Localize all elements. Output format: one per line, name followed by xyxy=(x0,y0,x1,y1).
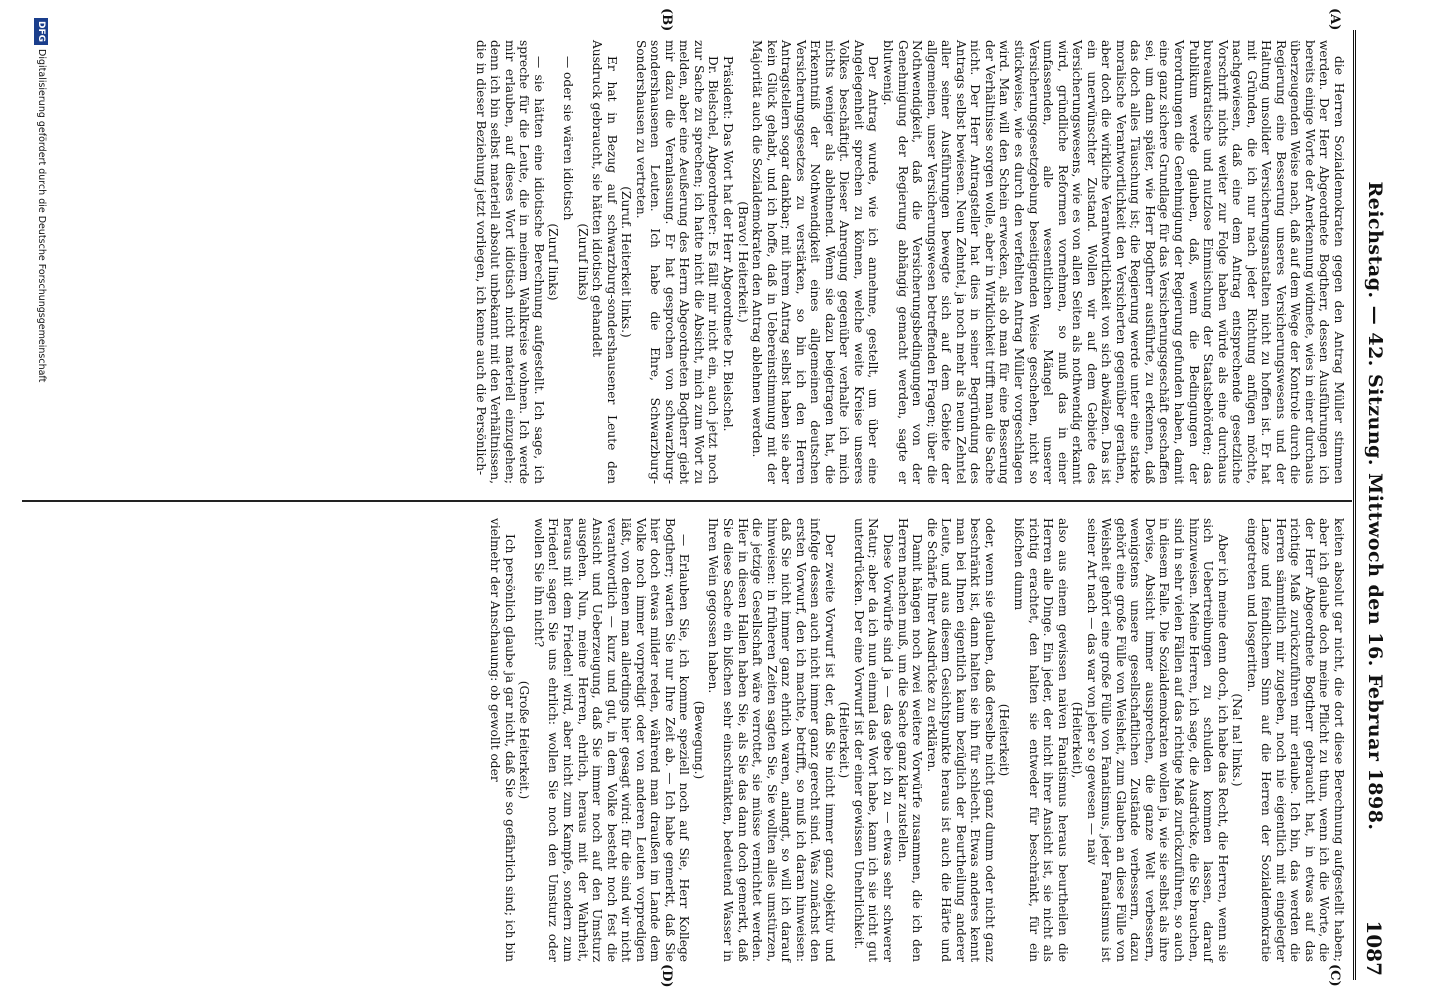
paragraph: Der Antrag wurde, wie ich annehme, gestellt, um über eine Angelegenheit sprechen zu können, welche weite Kreise unseres Volkes beschäftigt. Dieser Anregung gegenüber verhalte ich mich nichts weniger als ablehnend. Wenn sie dazu beigetragen hat, die Erkenntniß der Nothwendigkeit eines allgemeinen deutschen Versicherungsgesetzes zu verstärken, so bin ich den Herren Antragstellern sogar dankbar; mit ihrem Antrag selbst haben sie aber kein Glück gehabt, und ich hoffe, daß in Uebereinstimmung mit der Majorität auch die Sozialdemokraten den Antrag ablehnen werden. xyxy=(750,40,881,484)
paragraph: Damit hängen noch zwei weitere Vorwürfe zusammen, die ich den Herren machen muß, um die Sache ganz klar zustellen. xyxy=(895,518,925,962)
column-divider xyxy=(22,500,1352,502)
paragraph: die Herren Sozialdemokraten gegen den Antrag Müller stimmen werden. Der Herr Abgeordnete Bogtherr, dessen Ausführungen ich bereits einige Worte der Anerkennung widmete, wies in einer durchaus überzeugenden Weise nach, daß auf dem Wege der Kontrole durch die Regierung eine Besserung unseres Versicherungswesens und der Haltung unsolider Versicherungsanstalten nicht zu hoffen ist. Er hat mit Gründen, die ich nur nach jeder Richtung anfügen möchte, nachgewiesen, daß eine dem Antrag entsprechende gesetzliche Vorschrift nichts weiter zur Folge haben würde als eine durchaus bureaukratische und nutzlose Einmischung der Staatsbehörden; das Publikum werde glauben, daß, wenn die Bedingungen der Verordnungen die Genehmigung der Regierung gefunden haben, damit eine ganz sichere Grundlage für das Versicherungsgeschäft geschaffen sei, um dann später, wie Herr Bogtherr ausführte, zu erkennen, daß das doch alles Täuschung ist; die Regierung werde unter eine starke moralische Verantwortlichkeit den Versicherten gegenüber gerathen, aber doch die wirkliche Verantwortlichkeit von sich abwälzen. Das ist ein unerwünschter Zustand. Wollen wir auf dem Gebiete des Versicherungswesens, wie es von allen Seiten als nothwendig erkannt wird, gründliche Reformen vornehmen, so muß das in einer umfassenden, alle wesentlichen Mängel unserer Versicherungsgesetzgebung beseitigenden Weise geschehen, nicht so stückweise, wie es durch den verfehlten Antrag Müller vorgeschlagen wird. Man will den Schein erwecken, als ob man für eine Besserung der Verhältnisse sorgen wolle, aber in Wirklichkeit trifft man die Sache nicht. Der Herr Antragsteller hat dies in seiner Begründung des Antrags selbst bewiesen. Neun Zehntel, ja noch mehr als neun Zehntel aller seiner Ausführungen bewegte sich auf dem Gebiete der allgemeinen, unser Versicherungswesen betreffenden Fragen; über die Nothwendigkeit, daß die Versicherungsbedingungen von der Genehmigung der Regierung abhängig gemacht werden, sagte er blutwenig. xyxy=(881,40,1346,484)
interjection: (Na! na! links.) xyxy=(1230,693,1245,787)
paragraph: Der zweite Vorwurf ist der, daß Sie nicht immer ganz objektiv und infolge dessen auch nicht immer ganz gerecht sind. Was zunächst den ersten Vorwurf, den ich machte, betrifft, so muß ich daran hinweisen: daß Sie nicht immer ganz ehrlich waren, anlangt, so will ich darauf hinweisen: in früheren Zeiten sagten Sie, Sie wollten alles umstürzen, die jetzige Gesellschaft wäre verrottet, sie müsse vernichtet werden. Hier in diesen Hallen haben Sie, als Sie das dann doch gemerkt, daß Sie diese Sache ein bißchen sehr einschränkten, bedeutend Wasser in Ihren Wein gegossen haben. xyxy=(706,518,837,962)
interjection: (Zuruf links) xyxy=(575,223,590,301)
paragraph: Aber ich meine denn doch, ich habe das Recht, die Herren, wenn sie sich Uebertreibungen zu schulden kommen lassen, darauf hinzuweisen. Meine Herren, ich sage, die Ausdrücke, die Sie brauchen, sind in sehr vielen Fällen auf das richtige Maß zurückzuführen, so auch in diesem Falle. Die Sozialdemokraten wollen ja, wie sie selbst als ihre Devise, Absicht immer aussprechen, die ganze Welt verbessern, wenigstens unsere gesellschaftlichen Zustände verbessern, dazu gehört eine große Fülle von Weisheit, zum Glauben an diese Fülle von Weisheit gehört eine große Fülle von Fanatismus, jeder Fanatismus ist seiner Art nach — das war von jeher so gewesen — naiv xyxy=(1084,518,1230,962)
paragraph: — oder sie wären idiotisch xyxy=(561,56,576,221)
paragraph: — Erlauben Sie, ich komme speziell noch auf Sie, Herr Kollege Bogtherr; warten Sie nur Ihre Zeit ab. — Ich habe gemerkt, daß Sie hier doch etwas milder reden, während man draußen im Lande dem Volke noch immer vorpredigt oder von anderen Leuten vorpredigen läßt, von denen man allerdings hier gesagt wird: für die sind wir nicht verantwortlich — kurz und gut, in dem Volke besteht noch fest die Ansicht und Ueberzeugung, daß Sie immer noch auf den Umsturz ausgehen. Nun, meine Herren, ehrlich, heraus mit der Wahrheit, heraus mit dem Frieden! wird, aber nicht zum Kampfe, sondern zum Frieden! sagen Sie uns ehrlich: wollen Sie noch den Umsturz oder wollen Sie ihn nicht? xyxy=(531,518,692,962)
paragraph: Dr. Bielschel, Abgeordneter: Es fällt mir nicht ein, auch jetzt noch zur Sache zu sprechen; ich hatte nicht die Absicht, mich zum Wort zu melden, aber eine Aeußerung des Herrn Abgeordneten Bogtherr giebt mir dazu die Veranlassung. Er hat gesprochen von schwarzburg-sondershausenen Leuten. Ich habe die Ehre, Schwarzburg-Sondershausen zu vertreten. xyxy=(633,40,721,484)
paragraph: Er hat in Bezug auf schwarzburg-sondershausener Leute den Ausdruck gebraucht, sie hätten idiotisch gehandelt xyxy=(590,40,619,484)
paragraph: Präsident: Das Wort hat der Herr Abgeordnete Dr. Bielschel. xyxy=(721,56,736,432)
margin-label-a: (A) xyxy=(1327,8,1342,31)
right-column xyxy=(488,518,1346,962)
margin-label-b: (B) xyxy=(659,8,674,32)
margin-label-c: (C) xyxy=(1327,964,1342,987)
interjection: (Bravo! Heiterkeit.) xyxy=(735,201,750,323)
interjection: (Große Heiterkeit.) xyxy=(517,680,532,800)
paragraph: Ich persönlich glaube ja gar nicht, daß Sie so gefährlich sind; ich bin vielmehr der Anschauung: ob gewollt oder xyxy=(488,518,517,962)
interjection: (Heiterkeit) xyxy=(997,703,1012,777)
left-column xyxy=(473,40,1346,484)
interjection: (Zuruf. Heiterkeit links.) xyxy=(619,186,634,338)
page-header xyxy=(1358,36,1386,976)
page-number: 1087 xyxy=(1362,920,1386,976)
paragraph: keiten absolut gar nicht, die dort diese Berechnung aufgestellt haben; aber ich glaube doch meine Pflicht zu thun, wenn ich die Worte, die der Herr Abgeordnete Bogtherr gebraucht hat, in etwas auf das richtige Maß zurückzuführen mir erlaube. Ich bin, das werden die Herren sämmtlich mir zugeben, noch nie eigentlich mit eingelegter Lanze und feindlichem Sinn auf die Herren der Sozialdemokratie eingetreten und losgeritten. xyxy=(1244,518,1346,962)
digitization-credit xyxy=(34,18,48,398)
paragraph: also aus einem gewissen naiven Fanatismus heraus beurtheilen die Herren alle Dinge. Ein jeder, der nicht ihrer Ansicht ist, sie nicht als richtig erachtet, den halten sie entweder für beschränkt, für ein bißchen dumm xyxy=(1011,518,1070,962)
dfg-logo: DFG xyxy=(34,18,48,45)
header-rule xyxy=(1353,30,1356,980)
interjection: (Heiterkeit), xyxy=(1070,701,1085,779)
paragraph: Diese Vorwürfe sind ja — das gebe ich zu — etwas sehr schwerer Natur; aber da ich nun einmal das Wort habe, kann ich sie nicht gut unterdrücken. Der eine Vorwurf ist der einer gewissen Unehrlichkeit. xyxy=(851,518,896,962)
credit-text: Digitalisierung gefördert durch die Deutsche Forschungsgemeinschaft xyxy=(36,49,47,383)
interjection: (Heiterkeit.) xyxy=(837,701,852,779)
page-title: Reichstag. — 42. Sitzung. Mittwoch den 16. Februar 1898. xyxy=(1364,181,1386,831)
margin-label-d: (D) xyxy=(659,964,674,988)
paragraph: oder, wenn sie glauben, daß derselbe nicht ganz dumm oder nicht ganz beschränkt ist, dann halten sie ihn für schlecht. Etwas anderes kennt man bei Ihnen eigentlich kaum bezüglich der Beurtheilung anderer Leute, und aus diesem Gesichtspunkte heraus ist auch die Härte und die Schärfe Ihrer Ausdrücke zu erklären. xyxy=(924,518,997,962)
paragraph: — sie hätten eine idiotische Berechnung aufgestellt. Ich sage, ich spreche für die Leute, die in meinem Wahlkreise wohnen. Ich werde mir erlauben, auf dieses Wort idiotisch nicht materiell einzugehen; denn ich bin selbst materiell absolut unbekannt mit den Verhältnissen, die in dieser Beziehung jetzt vorliegen, ich kenne auch die Persönlich- xyxy=(473,40,546,484)
interjection: (Zuruf links) xyxy=(546,223,561,301)
interjection: (Bewegung.) xyxy=(691,700,706,780)
